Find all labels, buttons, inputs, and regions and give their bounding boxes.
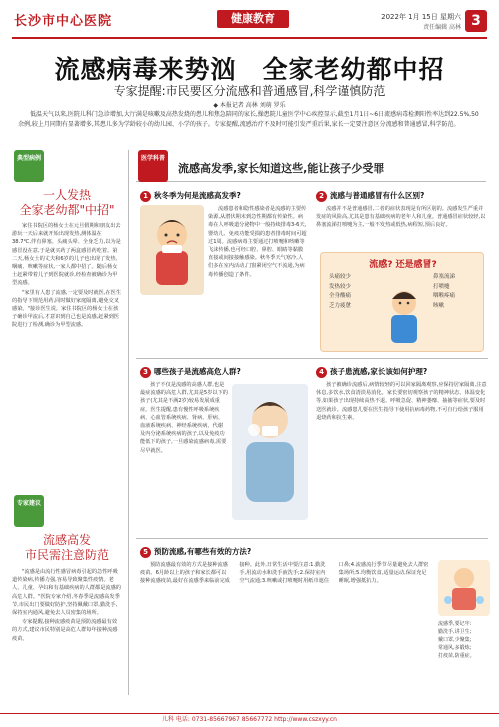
headline: 流感病毒来势汹 全家老幼都中招 xyxy=(54,55,445,84)
sick-person-icon xyxy=(232,384,308,520)
case-badge-label: 典型病例 xyxy=(16,155,41,162)
issue-date: 2022年 1月 15日 星期六 xyxy=(381,13,461,21)
case-title-line2: 全家老幼都"中招" xyxy=(19,203,115,217)
q2-number: 2 xyxy=(316,191,327,202)
science-banner xyxy=(136,150,486,182)
tip-item: 常通风,多锻炼; xyxy=(438,645,472,651)
q1-body: 流感患者和隐性感染者是流感的主要传染源,从潜伏期末到急性期都有传染性。病毒在人呼吸道分泌物中一般持续排毒3-6天,婴幼儿、免疫功能受损的患者排毒时间可超过1周。流感病毒主要通过打喷嚏和咳嗽等飞沫传播,也可经口腔、鼻腔、眼睛等黏膜直接或间接接触感染。秋冬季天气寒冷,人们多在室内活动,门窗紧闭空气不流通,为病毒传播创造了条件。 xyxy=(208,206,307,278)
case-paragraph-1: 家住书院区的杨女士在元旦假期和朋友出去游玩一天后来就开始出现发热,测体温在 38.7℃,伴有鼻塞、头痛头晕、全身乏力,以为是感冒没在意,于是就买药了两盒感冒药吃着。第二天,杨女士的丈夫和6岁的儿子也出现了发热、咽痛、咳嗽等症状,一家人都中招了。随后杨女士赶紧带着儿子到医院就诊,经检查被确诊为甲型流感。 xyxy=(12,223,121,287)
q3-heading xyxy=(140,366,241,378)
masthead xyxy=(0,0,499,44)
q2-body: 流感并不是普通感冒,二者的症状表现是有所区别的。流感发生严重并发症的风险高,尤其是患有基础疾病的老年人和儿童。普通感冒症状较轻,以鼻塞流涕打喷嚏为主,一般不发热或低热,病程短,预后良好。 xyxy=(316,206,486,229)
advice-badge xyxy=(14,495,44,527)
tip-item: 戴口罩,少聚集; xyxy=(438,637,472,643)
case-badge xyxy=(14,150,44,182)
q5-body: 预防流感最有效的方式是接种流感疫苗。6月龄以上的孩子和家长都可以接种流感疫苗,最好在流感季来临前完成接种。此外,日常生活中要注意:1.勤洗手,用流动水和洗手液洗手;2.保持室内空气流通;3.咳嗽或打喷嚏时用纸巾遮住口鼻;4.流感流行季节尽量避免去人群密集场所;5.均衡饮食,适量运动,保证充足睡眠,增强抵抗力。 xyxy=(140,562,429,585)
subheadline: 专家提醒:市民要区分流感和普通感冒,科学谨慎防范 xyxy=(113,84,386,98)
footer: 儿科 电话: 0731-85667967 85667772 http://www.cszxyy.cn xyxy=(0,713,499,727)
q2-heading xyxy=(316,190,424,202)
advice-title-line2: 市民需注意防范 xyxy=(24,548,109,562)
advice-title xyxy=(10,533,124,563)
symptom-item: 头痛较少 xyxy=(329,274,352,280)
q3-body: 孩子不仅是流感的高感人群,也是最症流感的高危人群,尤其是5岁以下的孩子(尤其是不满2岁)较易发展成重症。医生提醒,患有慢性呼吸系统疾病、心血管系统疾病、肾病、肝病、血液系统疾病、神经系统疾病、代谢及内分泌系统疾病的孩子,以及免疫功能低下的孩子,一旦感染流感病毒,需要尽早就医。 xyxy=(140,382,228,454)
q1-heading xyxy=(140,190,241,202)
symptom-item: 全身酸痛 xyxy=(329,293,352,299)
advice-paragraph-1: "流感是由流行性感冒病毒引起的急性呼吸道传染病,传播力强,容易导致聚集性疫情。老人、儿童、孕妇和有基础疾病的人群都是流感的高危人群。"医院专家介绍,冬春季是流感高发季节,市民出门要做好防护,坚持佩戴口罩,勤洗手,保持室内通风,避免去人员密集的场所。 xyxy=(12,569,121,617)
prevention-tips xyxy=(438,620,494,660)
advice-paragraph-2: 专家提醒,接种流感疫苗是预防流感最有效的方式,建议市民特别是高危人群每年接种流感疫苗。 xyxy=(12,619,118,642)
case-title xyxy=(10,188,124,218)
issue-editor: 责任编辑 高林 xyxy=(423,24,461,31)
masthead-rule xyxy=(12,37,487,39)
case-body xyxy=(12,222,122,477)
section-divider xyxy=(136,538,488,539)
section-divider xyxy=(136,358,488,359)
newspaper-logo: 长沙市中心医院 xyxy=(14,14,113,29)
symptom-item: 鼻塞流涕 xyxy=(433,274,456,280)
q4-title: 孩子患流感,家长该如何护理? xyxy=(330,367,428,376)
q3-title: 哪些孩子是流感高危人群? xyxy=(154,367,241,376)
tip-item: 勤洗手,讲卫生; xyxy=(438,629,472,635)
symptom-list xyxy=(433,273,455,311)
advice-title-line1: 流感高发 xyxy=(42,533,91,547)
q4-number: 4 xyxy=(316,367,327,378)
science-banner-title: 流感高发季,家长知道这些,能让孩子少受罪 xyxy=(178,162,385,175)
q2-title: 流感与普通感冒有什么区别? xyxy=(330,191,425,200)
symptom-item: 咽喉疼痛 xyxy=(433,293,456,299)
flu-vs-cold-illustration xyxy=(320,252,484,352)
q4-body: 孩子被确诊流感后,病情较轻的可以回家隔离观察,应保持居家隔离,注意休息,多饮水,饮食清淡易消化。家长要密切观察孩子的精神状态、体温变化等,如果孩子出现持续高热不退、呼吸急促、精神萎靡、抽搐等症状,要及时送医就诊。流感患儿要在医生指导下使用抗病毒药物,不可自行给孩子服用退烧药和抗生素。 xyxy=(316,382,487,421)
intro-paragraph: 低温天气以来,医院儿科门急诊增加,大厅满是咳嗽及高热发烧的患儿和焦急陪同的家长,操患院儿童医学中心疾控显示,截至1月1日~6日流感病毒检测阳性率达到22.5%,50余例,较上月同期有显著增多,其患儿多为学龄较小的幼儿园、小学的孩子。专家提醒,流感治疗不及时可能引发严重后果,家长一定要注意区分流感和普通感冒,科学防范。 xyxy=(18,111,479,128)
q3-number: 3 xyxy=(140,367,151,378)
science-badge xyxy=(138,150,168,182)
handwash-icon xyxy=(438,560,490,616)
science-badge-label: 医学科普 xyxy=(140,155,165,162)
section-tag: 健康教育 xyxy=(217,10,289,28)
child-sneeze-illustration xyxy=(140,205,204,295)
q4-heading xyxy=(316,366,427,378)
symptom-item: 咳嗽 xyxy=(433,302,445,309)
q5-number: 5 xyxy=(140,547,151,558)
case-title-line1: 一人发热 xyxy=(42,188,91,202)
advice-body xyxy=(12,568,122,693)
symptom-list xyxy=(329,273,351,311)
column-divider xyxy=(128,150,129,695)
q1-title: 秋冬季为何是流感高发季? xyxy=(154,191,241,200)
symptom-item: 打喷嚏 xyxy=(433,283,450,290)
q5-heading xyxy=(140,546,251,558)
coughing-child-icon xyxy=(383,287,425,345)
page-number: 3 xyxy=(465,10,487,32)
symptom-item: 发热较少 xyxy=(329,283,352,290)
tip-item: 打疫苗,防重症。 xyxy=(438,653,475,659)
symptom-item: 乏力疲惫 xyxy=(329,302,352,309)
tip-item: 流感季,要记牢: xyxy=(438,621,472,627)
q5-title: 预防流感,有哪些有效的方法? xyxy=(154,547,252,556)
handwash-illustration xyxy=(438,560,490,616)
left-column xyxy=(10,150,124,695)
flu-vs-cold-title: 流感? 还是感冒? xyxy=(369,260,437,270)
q1-number: 1 xyxy=(140,191,151,202)
byline: ◆ 本报记者 高林 刘萌 罗乐 xyxy=(213,102,286,109)
sick-child-icon xyxy=(140,205,204,295)
advice-badge-label: 专家建议 xyxy=(16,500,41,507)
case-paragraph-2: "家里有人患了流感,一定要及时就医,在医生的指导下规范用药,同时做好家庭隔离,避免交叉感染。"接诊医生说。家住书院区的杨女士在孩子确诊甲流后,才意识到自己也是流感,赶紧到医院进行了检测,确诊为甲型流感。 xyxy=(12,289,122,329)
sick-adult-illustration xyxy=(232,384,308,520)
